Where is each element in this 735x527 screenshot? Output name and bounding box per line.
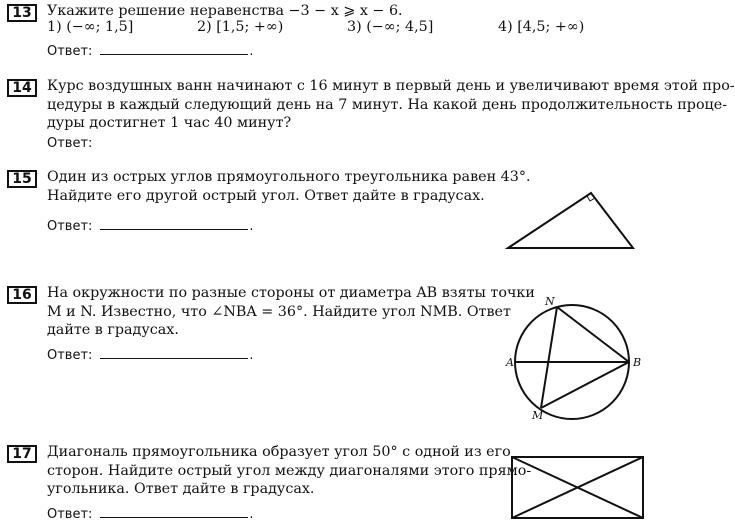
answer-period: . [249, 507, 254, 522]
answer-label: Ответ: [47, 44, 93, 59]
task-line: Один из острых углов прямоугольного треугольника равен 43°. [47, 169, 531, 185]
answer-period: . [249, 44, 254, 59]
task-number: 13 [7, 4, 37, 22]
task-number: 17 [7, 445, 37, 463]
answer-field[interactable] [100, 504, 248, 518]
task-line: угольника. Ответ дайте в градусах. [47, 481, 315, 497]
answer-period: . [249, 219, 254, 234]
task-line: Диагональ прямоугольника образует угол 50° с одной из его [47, 444, 511, 460]
answer-field[interactable] [100, 41, 248, 55]
answer-row [47, 345, 254, 363]
task-line: M и N. Известно, что ∠NBA = 36°. Найдите угол NMB. Ответ [47, 303, 511, 320]
task-text [47, 284, 535, 340]
label-n: N [545, 295, 555, 308]
answer-row [47, 41, 254, 59]
task-text [47, 2, 403, 21]
answer-field[interactable] [100, 216, 248, 230]
answer-row [47, 136, 92, 151]
rectangle-figure [505, 448, 651, 524]
task-line: сторон. Найдите острый угол между диагоналями этого прямо- [47, 462, 532, 479]
option-3[interactable]: 3) (−∞; 4,5] [347, 19, 434, 35]
task-number: 16 [7, 286, 37, 304]
task-text [47, 443, 531, 499]
task-line: дуры достигнет 1 час 40 минут? [47, 115, 292, 131]
answer-label: Ответ: [47, 507, 93, 522]
option-1[interactable]: 1) (−∞; 1,5] [47, 19, 134, 35]
task-number: 14 [7, 79, 37, 97]
label-a: A [506, 356, 514, 369]
answer-field[interactable] [100, 345, 248, 359]
chord-nb [557, 307, 629, 362]
label-m: M [532, 409, 544, 422]
task-line: Укажите решение неравенства −3 − x ⩾ x − 6. [47, 3, 403, 19]
task-line: На окружности по разные стороны от диаметра AB взяты точки [47, 285, 535, 301]
task-text [47, 168, 531, 205]
task-line: дайте в градусах. [47, 322, 179, 338]
task-line: Курс воздушных ванн начинают с 16 минут в первый день и увеличивают время этой про- [47, 78, 735, 94]
answer-label: Ответ: [47, 348, 93, 363]
task-line: Найдите его другой острый угол. Ответ дайте в градусах. [47, 187, 485, 204]
answer-label: Ответ: [47, 219, 93, 234]
answer-row [47, 216, 254, 234]
answer-period: . [249, 348, 254, 363]
option-2[interactable]: 2) [1,5; +∞) [197, 19, 284, 35]
chord-mb [541, 362, 629, 408]
circle-figure [500, 293, 650, 428]
right-triangle-figure [500, 185, 640, 255]
triangle-shape [508, 193, 633, 248]
task-line: цедуры в каждый следующий день на 7 минут. На какой день продолжительность проце- [47, 96, 728, 113]
task-number: 15 [7, 170, 37, 188]
label-b: B [633, 356, 642, 369]
answer-row [47, 504, 254, 522]
answer-label: Ответ: [47, 136, 93, 151]
option-4[interactable]: 4) [4,5; +∞) [498, 19, 585, 35]
task-text [47, 77, 735, 133]
chord-nm [541, 307, 557, 408]
